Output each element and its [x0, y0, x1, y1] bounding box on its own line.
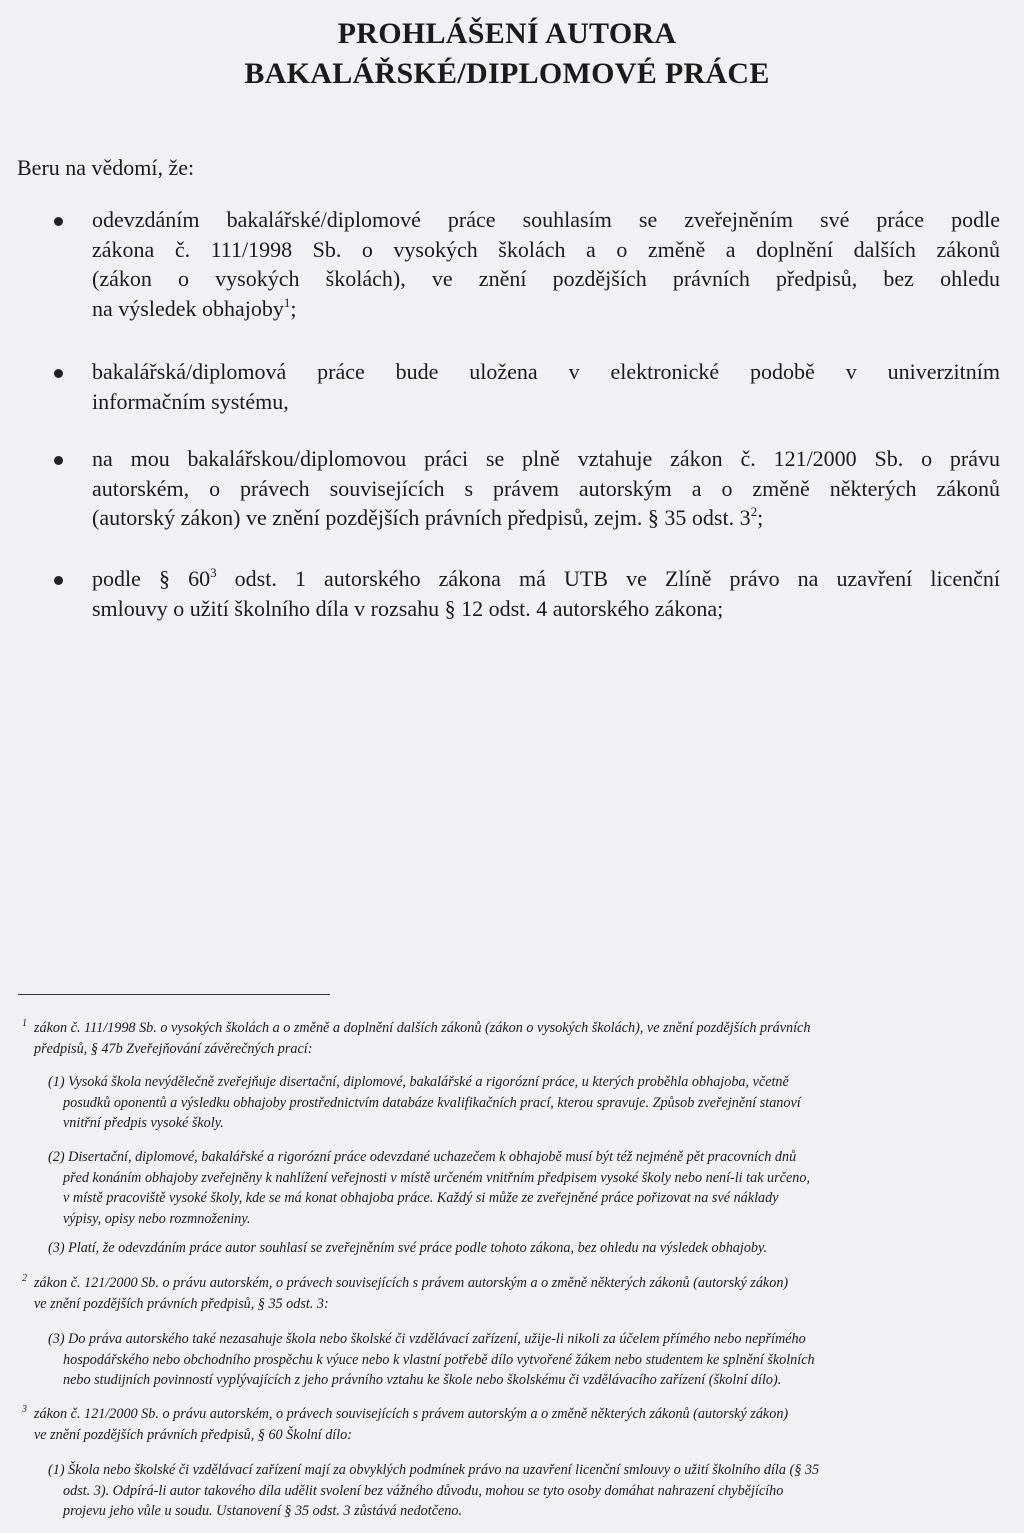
bullet-item-1 — [92, 205, 1000, 323]
bullet-4-line-1 — [92, 564, 1000, 594]
footnote-3-head-line-2: ve znění pozdějších právních předpisů, § 60 Školní dílo: — [34, 1426, 352, 1443]
footnote-1-head-line-1: zákon č. 111/1998 Sb. o vysokých školách a o změně a doplnění dalších zákonů (zákon o vysokých školách), ve znění pozdějších právních — [34, 1020, 811, 1036]
footnote-3-para-1-line-1: (1) Škola nebo školské či vzdělávací zařízení mají za obvyklých podmínek právo na uzavření licenční smlouvy o užití školního díla (§ 35 — [48, 1462, 820, 1478]
footnote-separator — [18, 994, 330, 995]
footnote-1-para-2-line-2: před konáním obhajoby zveřejněny k nahlížení veřejnosti v místě určeném vnitřním předpisem vysoké školy nebo není-li tak určeno, — [63, 1169, 810, 1186]
bullet-4-line-2: smlouvy o užití školního díla v rozsahu § 12 odst. 4 autorského zákona; — [92, 595, 724, 621]
footnote-1-para-2 — [48, 1147, 1006, 1229]
footnote-1-para-1 — [48, 1072, 1006, 1134]
bullet-dot-icon — [54, 576, 63, 585]
footnote-2-head — [34, 1273, 1000, 1314]
footnote-2-para-1-line-1: (3) Do práva autorského také nezasahuje škola nebo školské či vzdělávací zařízení, užije-li nikoli za účelem přímého nebo nepřímého — [48, 1331, 806, 1347]
footnote-3-para-1-line-2: odst. 3). Odpírá-li autor takového díla udělit svolení bez vážného důvodu, mohou se tyto osoby domáhat nahrazení chybějícího — [63, 1482, 784, 1499]
bullet-2-line-2: informačním systému, — [92, 388, 289, 414]
footnote-2-para-1-line-2: hospodářského nebo obchodního prospěchu k výuce nebo k vlastní potřebě dílo vytvořené žákem nebo studentem ke splnění školních — [63, 1351, 815, 1368]
footnote-1-para-2-line-3: v místě pracoviště vysoké školy, kde se má konat obhajoba práce. Každý si může ze zveřejněné práce pořizovat na své náklady — [63, 1190, 779, 1206]
footnote-3-para-1 — [48, 1460, 1006, 1522]
footnote-3-head-line-1: zákon č. 121/2000 Sb. o právu autorském, o právech souvisejících s právem autorským a o změně některých zákonů (autorský zákon) — [34, 1406, 789, 1422]
bullet-1-line-3: (zákon o vysokých školách), ve znění pozdějších právních předpisů, bez ohledu — [92, 266, 1000, 291]
footnote-2-head-line-1: zákon č. 121/2000 Sb. o právu autorském, o právech souvisejících s právem autorským a o změně některých zákonů (autorský zákon) — [34, 1275, 789, 1291]
footnote-ref-3: 3 — [210, 565, 217, 580]
bullet-item-3 — [92, 444, 1000, 533]
title-line-2: BAKALÁŘSKÉ/DIPLOMOVÉ PRÁCE — [244, 57, 770, 90]
bullet-3-line-3 — [92, 503, 1000, 533]
title-line-1: PROHLÁŠENÍ AUTORA — [337, 17, 677, 50]
footnote-3-mark: 3 — [22, 1404, 27, 1415]
footnote-ref-1: 1 — [283, 294, 291, 310]
bullet-1-line-2: zákona č. 111/1998 Sb. o vysokých školách a o změně a doplnění dalších zákonů — [92, 236, 1000, 262]
document-title — [0, 14, 1014, 94]
footnote-1-para-1-line-1: (1) Vysoká škola nevýdělečně zveřejňuje disertační, diplomové, bakalářské a rigorózní práce, u kterých proběhla obhajoba, včetně — [48, 1074, 789, 1090]
footnote-1-para-3 — [48, 1238, 1006, 1259]
bullet-3-line-1: na mou bakalářskou/diplomovou práci se plně vztahuje zákon č. 121/2000 Sb. o právu — [92, 446, 1000, 471]
footnote-2-para-1 — [48, 1329, 1006, 1391]
bullet-3-line-3-text: (autorský zákon) ve znění pozdějších právních předpisů, zejm. § 35 odst. 3 — [92, 505, 751, 530]
footnote-1-para-2-line-4: výpisy, opisy nebo rozmnoženiny. — [63, 1210, 251, 1227]
footnote-1-mark: 1 — [22, 1018, 27, 1029]
bullet-item-4 — [92, 564, 1000, 623]
bullet-2-line-1: bakalářská/diplomová práce bude uložena v elektronické podobě v univerzitním — [92, 359, 1000, 384]
footnote-1-para-1-line-2: posudků oponentů a výsledku obhajoby prostřednictvím databáze kvalifikačních prací, kterou spravuje. Způsob zveřejnění stanoví — [63, 1094, 801, 1111]
bullet-3-tail: ; — [757, 505, 764, 530]
footnote-ref-2: 2 — [750, 504, 758, 519]
footnote-3-para-1-line-3: projevu jeho vůle u soudu. Ustanovení § 35 odst. 3 zůstává nedotčeno. — [63, 1503, 463, 1519]
footnote-3-head — [34, 1404, 1000, 1445]
bullet-1-line-4-text: na výsledek obhajoby — [92, 295, 284, 321]
footnote-1-para-1-line-3: vnitřní předpis vysoké školy. — [63, 1115, 224, 1131]
bullet-dot-icon — [54, 217, 63, 226]
bullet-dot-icon — [54, 456, 63, 465]
footnote-1-head-line-2: předpisů, § 47b Zveřejňování závěrečných prací: — [34, 1040, 313, 1057]
bullet-dot-icon — [54, 369, 63, 378]
footnote-1-head — [34, 1018, 1000, 1059]
bullet-1-line-1: odevzdáním bakalářské/diplomové práce souhlasím se zveřejněním své práce podle — [92, 207, 1000, 232]
bullet-4-line-1-pre: podle § 60 — [92, 566, 211, 591]
footnote-1-para-2-line-1: (2) Disertační, diplomové, bakalářské a rigorózní práce odevzdané uchazečem k obhajobě musí být též nejméně pět pracovních dnů — [48, 1149, 797, 1165]
bullet-item-2 — [92, 357, 1000, 416]
footnote-2-para-1-line-3: nebo studijních povinností vyplývajících z jeho právního vztahu ke škole nebo školskému či vzdělávacího zařízení (školní dílo). — [63, 1372, 782, 1388]
bullet-1-tail: ; — [290, 295, 297, 321]
bullet-1-line-4 — [92, 294, 1000, 324]
bullet-3-line-2: autorském, o právech souvisejících s právem autorským a o změně některých zákonů — [92, 475, 1000, 501]
intro-text: Beru na vědomí, že: — [17, 155, 195, 180]
bullet-4-line-1-post: odst. 1 autorského zákona má UTB ve Zlíně právo na uzavření licenční — [216, 566, 1000, 591]
footnote-1-para-3-line-1: (3) Platí, že odevzdáním práce autor souhlasí se zveřejněním své práce podle tohoto zákona, bez ohledu na výsledek obhajoby. — [48, 1240, 768, 1256]
footnote-2-head-line-2: ve znění pozdějších právních předpisů, § 35 odst. 3: — [34, 1295, 329, 1312]
footnote-2-mark: 2 — [22, 1273, 27, 1284]
